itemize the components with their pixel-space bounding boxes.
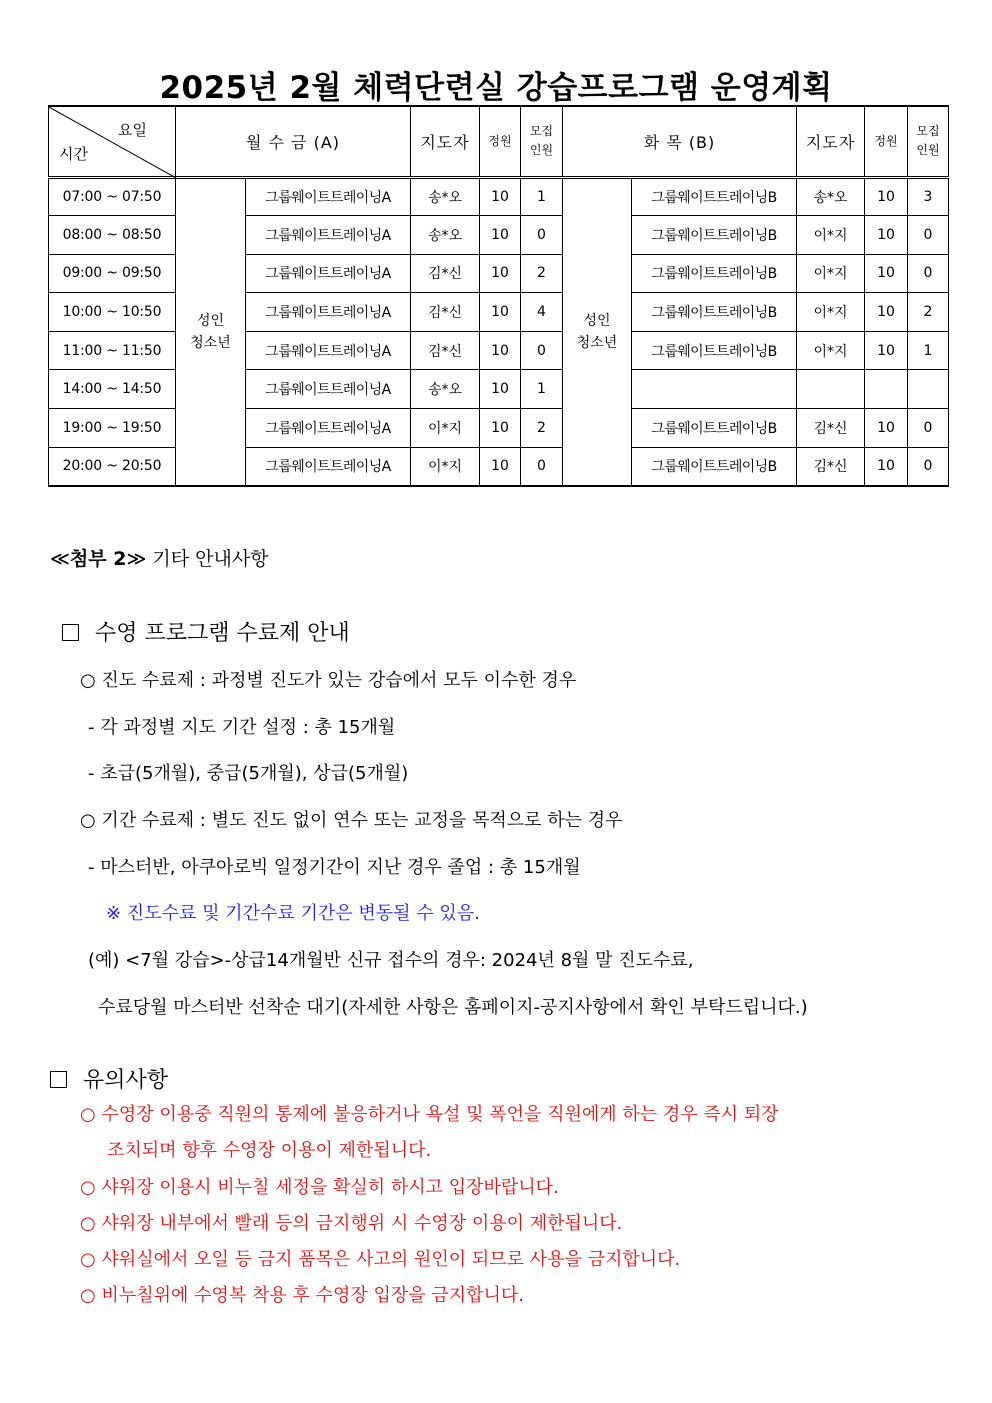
capacity-b-cell: 10 bbox=[865, 177, 908, 216]
instructor-b-header: 지도자 bbox=[797, 106, 865, 177]
recruit-a-cell: 1 bbox=[521, 177, 563, 216]
capacity-a-cell: 10 bbox=[480, 370, 521, 409]
checkbox-square-icon bbox=[62, 624, 79, 641]
capacity-b-cell: 10 bbox=[865, 293, 908, 332]
program-b-cell: 그룹웨이트트레이닝B bbox=[632, 254, 797, 293]
program-b-cell: 그룹웨이트트레이닝B bbox=[632, 216, 797, 255]
recruit-b-cell: 3 bbox=[908, 177, 949, 216]
time-cell: 07:00 ~ 07:50 bbox=[49, 177, 176, 216]
capacity-b-cell: 10 bbox=[865, 409, 908, 448]
program-a-cell: 그룹웨이트트레이닝A bbox=[246, 331, 411, 370]
program-b-cell: 그룹웨이트트레이닝B bbox=[632, 447, 797, 486]
capacity-a-cell: 10 bbox=[480, 409, 521, 448]
time-cell: 20:00 ~ 20:50 bbox=[49, 447, 176, 486]
capacity-b-header: 정원 bbox=[865, 106, 908, 177]
attachment-close-bracket: ≫ bbox=[126, 548, 147, 570]
swim-item-4: ○ 기간 수료제 : 별도 진도 없이 연수 또는 교정을 목적으로 하는 경우 bbox=[80, 810, 623, 831]
target-a-cell bbox=[176, 177, 246, 486]
attachment-heading bbox=[50, 544, 269, 571]
table-row bbox=[49, 177, 949, 216]
capacity-a-cell: 10 bbox=[480, 293, 521, 332]
recruit-b-header bbox=[908, 106, 949, 177]
instructor-a-cell: 이*지 bbox=[411, 409, 480, 448]
swim-item-2: - 각 과정별 지도 기간 설정 : 총 15개월 bbox=[88, 717, 396, 738]
time-cell: 11:00 ~ 11:50 bbox=[49, 331, 176, 370]
program-a-cell: 그룹웨이트트레이닝A bbox=[246, 370, 411, 409]
instructor-a-cell: 김*신 bbox=[411, 293, 480, 332]
recruit-a-cell: 2 bbox=[521, 254, 563, 293]
swim-item-1: ○ 진도 수료제 : 과정별 진도가 있는 강습에서 모두 이수한 경우 bbox=[80, 670, 577, 691]
program-a-cell: 그룹웨이트트레이닝A bbox=[246, 409, 411, 448]
recruit-a-line2: 인원 bbox=[529, 143, 554, 158]
instructor-a-cell: 이*지 bbox=[411, 447, 480, 486]
time-cell: 14:00 ~ 14:50 bbox=[49, 370, 176, 409]
recruit-a-cell: 1 bbox=[521, 370, 563, 409]
swim-example-line1: (예) <7월 강습>-상급14개월반 신규 접수의 경우: 2024년 8월 말 진도수료, bbox=[88, 950, 694, 971]
recruit-b-cell: 0 bbox=[908, 216, 949, 255]
program-a-cell: 그룹웨이트트레이닝A bbox=[246, 216, 411, 255]
caution-item-5: ○ 비누칠위에 수영복 착용 후 수영장 입장을 금지합니다. bbox=[80, 1285, 525, 1306]
instructor-a-cell: 송*오 bbox=[411, 177, 480, 216]
recruit-a-header bbox=[521, 106, 563, 177]
instructor-b-cell bbox=[797, 370, 865, 409]
capacity-b-cell bbox=[865, 370, 908, 409]
recruit-a-cell: 2 bbox=[521, 409, 563, 448]
instructor-b-cell: 이*지 bbox=[797, 293, 865, 332]
swim-item-3: - 초급(5개월), 중급(5개월), 상급(5개월) bbox=[88, 763, 409, 784]
program-b-cell: 그룹웨이트트레이닝B bbox=[632, 409, 797, 448]
caution-section-heading bbox=[50, 1063, 168, 1094]
capacity-b-cell: 10 bbox=[865, 447, 908, 486]
recruit-a-cell: 4 bbox=[521, 293, 563, 332]
instructor-b-cell: 김*신 bbox=[797, 409, 865, 448]
recruit-b-cell: 0 bbox=[908, 409, 949, 448]
capacity-b-cell: 10 bbox=[865, 331, 908, 370]
group-a-header: 월 수 금 (A) bbox=[176, 106, 411, 177]
target-b-cell bbox=[563, 177, 632, 486]
instructor-b-cell: 이*지 bbox=[797, 254, 865, 293]
swim-example-line2: 수료당월 마스터반 선착순 대기(자세한 사항은 홈페이지-공지사항에서 확인 부탁드립니다.) bbox=[98, 997, 808, 1018]
target-b-line2: 청소년 bbox=[576, 334, 618, 351]
recruit-b-line2: 인원 bbox=[916, 143, 940, 158]
instructor-b-cell: 이*지 bbox=[797, 331, 865, 370]
swim-heading-text: 수영 프로그램 수료제 안내 bbox=[95, 621, 350, 646]
recruit-a-line1: 모집 bbox=[529, 124, 554, 139]
checkbox-square-icon bbox=[50, 1071, 67, 1088]
swim-note: ※ 진도수료 및 기간수료 기간은 변동될 수 있음. bbox=[106, 903, 480, 924]
caution-item-4: ○ 샤워실에서 오일 등 금지 품목은 사고의 원인이 되므로 사용을 금지합니다. bbox=[80, 1249, 681, 1270]
recruit-b-cell bbox=[908, 370, 949, 409]
time-cell: 09:00 ~ 09:50 bbox=[49, 254, 176, 293]
day-time-header bbox=[49, 106, 176, 177]
target-b-line1: 성인 bbox=[583, 312, 611, 329]
instructor-b-cell: 김*신 bbox=[797, 447, 865, 486]
day-header-label: 요일 bbox=[118, 121, 147, 139]
caution-item-1-cont: 조치되며 향후 수영장 이용이 제한됩니다. bbox=[107, 1140, 432, 1161]
instructor-b-cell: 송*오 bbox=[797, 177, 865, 216]
swim-section-heading bbox=[62, 616, 350, 647]
capacity-a-cell: 10 bbox=[480, 331, 521, 370]
recruit-a-cell: 0 bbox=[521, 331, 563, 370]
instructor-a-cell: 송*오 bbox=[411, 216, 480, 255]
recruit-b-cell: 1 bbox=[908, 331, 949, 370]
table-header-row bbox=[49, 106, 949, 177]
recruit-b-line1: 모집 bbox=[916, 124, 940, 139]
program-b-cell bbox=[632, 370, 797, 409]
attachment-label: 첨부 2 bbox=[69, 548, 127, 570]
recruit-a-cell: 0 bbox=[521, 447, 563, 486]
program-a-cell: 그룹웨이트트레이닝A bbox=[246, 254, 411, 293]
caution-heading-text: 유의사항 bbox=[83, 1068, 169, 1093]
program-a-cell: 그룹웨이트트레이닝A bbox=[246, 293, 411, 332]
group-b-header: 화 목 (B) bbox=[563, 106, 797, 177]
capacity-b-cell: 10 bbox=[865, 254, 908, 293]
target-a-line2: 청소년 bbox=[190, 334, 231, 351]
capacity-b-cell: 10 bbox=[865, 216, 908, 255]
capacity-a-cell: 10 bbox=[480, 254, 521, 293]
instructor-a-cell: 김*신 bbox=[411, 254, 480, 293]
recruit-a-cell: 0 bbox=[521, 216, 563, 255]
time-header-label: 시간 bbox=[59, 144, 88, 163]
attachment-title: 기타 안내사항 bbox=[146, 548, 269, 570]
recruit-b-cell: 0 bbox=[908, 447, 949, 486]
instructor-b-cell: 이*지 bbox=[797, 216, 865, 255]
attachment-open-bracket: ≪ bbox=[50, 548, 70, 570]
program-a-cell: 그룹웨이트트레이닝A bbox=[246, 177, 411, 216]
instructor-a-header: 지도자 bbox=[411, 106, 480, 177]
page-title: 2025년 2월 체력단련실 강습프로그램 운영계획 bbox=[159, 70, 833, 106]
schedule-table bbox=[48, 105, 949, 487]
instructor-a-cell: 송*오 bbox=[411, 370, 480, 409]
time-cell: 08:00 ~ 08:50 bbox=[49, 216, 176, 255]
capacity-a-cell: 10 bbox=[480, 447, 521, 486]
swim-item-5: - 마스터반, 아쿠아로빅 일정기간이 지난 경우 졸업 : 총 15개월 bbox=[88, 857, 581, 878]
recruit-b-cell: 2 bbox=[908, 293, 949, 332]
caution-item-1: ○ 수영장 이용중 직원의 통제에 불응하거나 욕설 및 폭언을 직원에게 하는 경우 즉시 퇴장 bbox=[80, 1104, 779, 1125]
program-b-cell: 그룹웨이트트레이닝B bbox=[632, 293, 797, 332]
program-b-cell: 그룹웨이트트레이닝B bbox=[632, 177, 797, 216]
time-cell: 19:00 ~ 19:50 bbox=[49, 409, 176, 448]
recruit-b-cell: 0 bbox=[908, 254, 949, 293]
program-a-cell: 그룹웨이트트레이닝A bbox=[246, 447, 411, 486]
target-a-line1: 성인 bbox=[196, 312, 225, 329]
caution-item-2: ○ 샤워장 이용시 비누칠 세정을 확실히 하시고 입장바랍니다. bbox=[80, 1177, 559, 1198]
program-b-cell: 그룹웨이트트레이닝B bbox=[632, 331, 797, 370]
time-cell: 10:00 ~ 10:50 bbox=[49, 293, 176, 332]
caution-item-3: ○ 샤워장 내부에서 빨래 등의 금지행위 시 수영장 이용이 제한됩니다. bbox=[80, 1213, 623, 1234]
capacity-a-cell: 10 bbox=[480, 216, 521, 255]
capacity-a-cell: 10 bbox=[480, 177, 521, 216]
instructor-a-cell: 김*신 bbox=[411, 331, 480, 370]
capacity-a-header: 정원 bbox=[480, 106, 521, 177]
